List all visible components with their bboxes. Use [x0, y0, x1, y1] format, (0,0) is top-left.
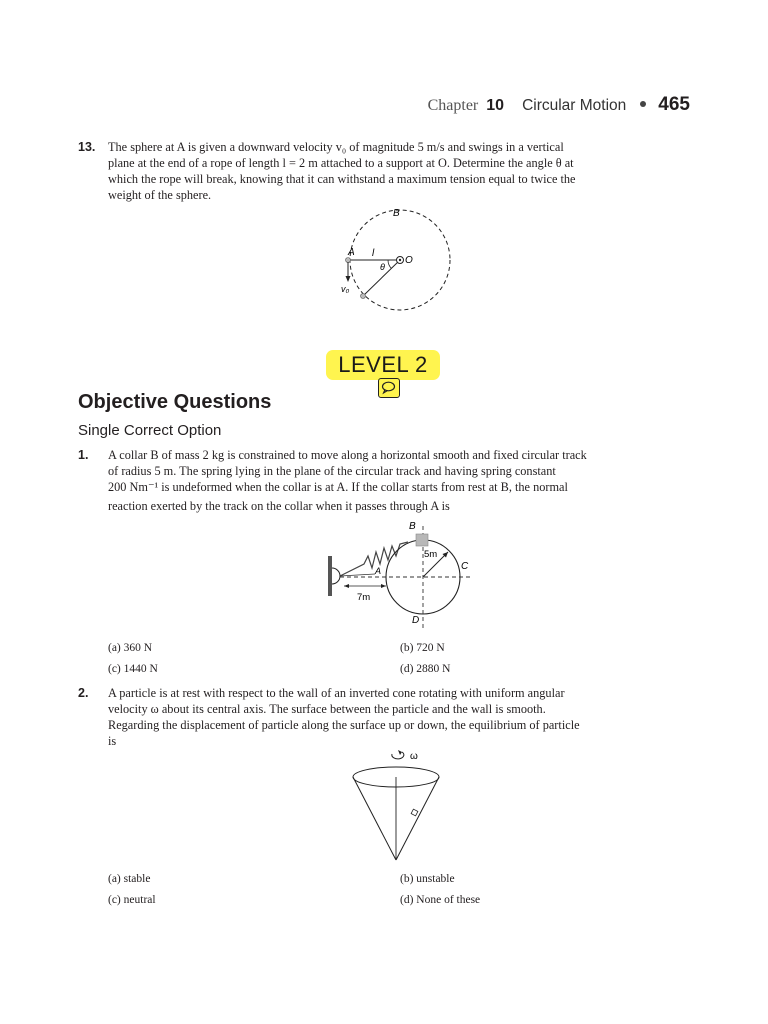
question-line: A particle is at rest with respect to the wall of an inverted cone rotating with uniform angular: [108, 686, 565, 700]
label-o: O: [405, 255, 413, 266]
collar-b: [416, 534, 428, 546]
question-line: 200 Nm⁻¹ is undeformed when the collar is at A. If the collar starts from rest at B, the normal: [108, 480, 568, 494]
section-title: Objective Questions: [78, 391, 272, 413]
question-text: [108, 447, 691, 514]
question-line: reaction exerted by the track on the collar when it passes through A is: [108, 499, 450, 513]
label-a: A: [375, 566, 382, 576]
section-subtitle: Single Correct Option: [78, 422, 222, 439]
cone-right-edge: [396, 777, 439, 860]
option-a[interactable]: (a) stable: [108, 873, 151, 885]
rotation-arrow: [392, 752, 404, 759]
option-b[interactable]: (b) unstable: [400, 873, 455, 885]
question-line: plane at the end of a rope of length l = 2 m attached to a support at O. Determine the angle θ at: [108, 156, 574, 170]
dim-arrow-right: [381, 584, 386, 588]
question-text: [108, 685, 691, 749]
spring: [340, 542, 408, 576]
question-1: [78, 447, 691, 514]
question-13: [78, 139, 691, 203]
collar-track-figure: [320, 518, 480, 630]
pendulum-figure: [330, 200, 460, 315]
question-line: of radius 5 m. The spring lying in the plane of the circular track and having spring constant: [108, 464, 556, 478]
rotation-arrowhead: [398, 750, 402, 755]
question-text: [108, 139, 691, 203]
option-d[interactable]: (d) 2880 N: [400, 663, 451, 675]
question-line: Regarding the displacement of particle along the surface up or down, the equilibrium of particle: [108, 718, 580, 732]
label-7m: 7m: [357, 592, 371, 603]
label-omega: ω: [410, 751, 418, 762]
sphere-a: [346, 258, 351, 263]
dim-arrow-left: [344, 584, 349, 588]
label-b: B: [409, 521, 416, 532]
question-line: The sphere at A is given a downward velocity v₀ of magnitude 5 m/s and swings in a vertical: [108, 140, 564, 154]
sphere-break: [361, 294, 366, 299]
option-c[interactable]: (c) neutral: [108, 894, 156, 906]
label-l: l: [372, 248, 375, 259]
option-c[interactable]: (c) 1440 N: [108, 663, 158, 675]
wall: [328, 556, 332, 596]
question-number: 2.: [78, 686, 89, 700]
question-line: velocity ω about its central axis. The surface between the particle and the wall is smooth.: [108, 702, 546, 716]
label-5m: 5m: [424, 549, 438, 560]
theta-arc: [388, 260, 392, 269]
spring-line-lower: [340, 574, 375, 576]
question-line: which the rope will break, knowing that it can withstand a maximum tension equal to twice the: [108, 172, 576, 186]
velocity-arrowhead: [346, 276, 351, 282]
speech-bubble-icon: [378, 378, 400, 398]
question-line: is: [108, 734, 117, 748]
question-line: weight of the sphere.: [108, 188, 212, 202]
page-header: [428, 94, 690, 116]
question-number: 1.: [78, 448, 89, 462]
label-b: B: [393, 208, 400, 219]
label-c: C: [461, 561, 469, 572]
chapter-title: Circular Motion: [522, 97, 627, 114]
support-center: [399, 259, 401, 261]
label-a: A: [348, 247, 355, 258]
question-line: A collar B of mass 2 kg is constrained to move along a horizontal smooth and fixed circular track: [108, 448, 587, 462]
question-number: 13.: [78, 140, 96, 154]
label-theta: θ: [380, 262, 385, 272]
option-a[interactable]: (a) 360 N: [108, 642, 153, 654]
question-2: [78, 685, 691, 749]
bullet-dot: [640, 101, 646, 107]
label-d: D: [412, 615, 420, 626]
inverted-cone-figure: [340, 748, 450, 866]
cone-left-edge: [353, 777, 396, 860]
option-d[interactable]: (d) None of these: [400, 894, 481, 906]
chapter-label: Chapter: [427, 97, 479, 114]
chapter-number: 10: [486, 97, 505, 114]
option-b[interactable]: (b) 720 N: [400, 642, 445, 654]
page-number: 465: [658, 94, 690, 115]
spring-pivot: [332, 568, 340, 584]
label-v0: v₀: [341, 284, 350, 294]
particle: [411, 809, 418, 816]
level-badge: LEVEL 2: [326, 350, 440, 380]
